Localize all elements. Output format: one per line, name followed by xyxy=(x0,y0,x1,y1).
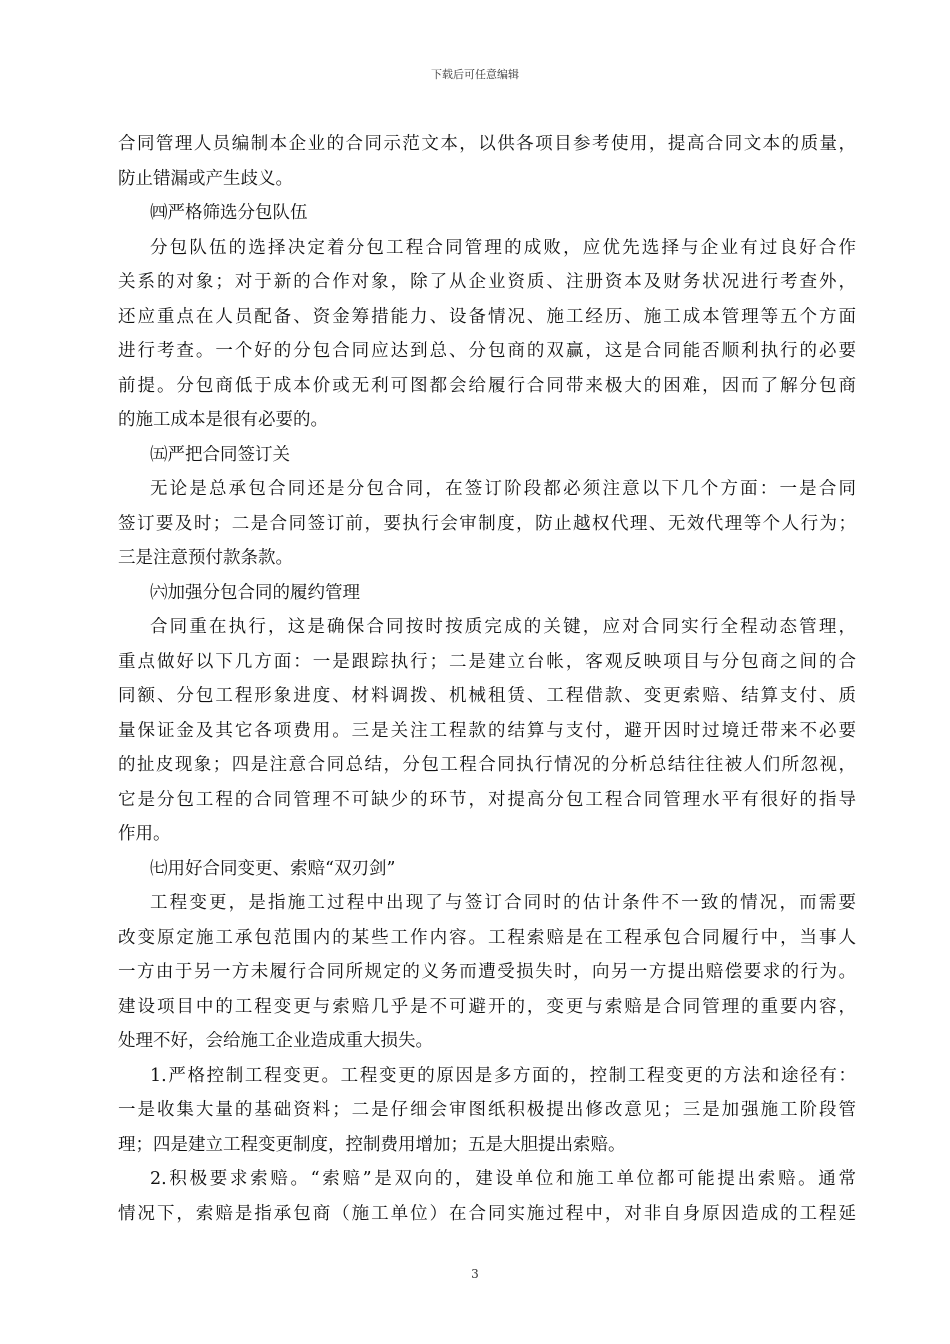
section-heading: ㈦用好合同变更、索赔“双刃剑” xyxy=(150,858,396,879)
text-line: 理；四是建立工程变更制度，控制费用增加；五是大胆提出索赔。 xyxy=(118,1134,626,1155)
text-line: 改变原定施工承包范围内的某些工作内容。工程索赔是在工程承包合同履行中，当事人 xyxy=(118,927,856,948)
text-line: 三是注意预付款条款。 xyxy=(118,548,293,568)
text-line: 还应重点在人员配备、资金筹措能力、设备情况、施工经历、施工成本管理等五个方面 xyxy=(118,306,856,327)
text-line: 的施工成本是很有必要的。 xyxy=(118,410,328,430)
text-line: 它是分包工程的合同管理不可缺少的环节，对提高分包工程合同管理水平有很好的指导 xyxy=(118,789,856,810)
text-line: 量保证金及其它各项费用。三是关注工程款的结算与支付，避开因时过境迁带来不必要 xyxy=(118,720,856,741)
text-line: 一方由于另一方未履行合同所规定的义务而遭受损失时，向另一方提出赔偿要求的行为。 xyxy=(118,962,856,982)
text-line: 防止错漏或产生歧义。 xyxy=(118,168,293,189)
text-line: 建设项目中的工程变更与索赔几乎是不可避开的，变更与索赔是合同管理的重要内容， xyxy=(118,996,856,1017)
section-heading: ㈥加强分包合同的履约管理 xyxy=(150,582,360,603)
text-line: 情况下，索赔是指承包商（施工单位）在合同实施过程中，对非自身原因造成的工程延 xyxy=(118,1203,856,1224)
text-line: 关系的对象；对于新的合作对象，除了从企业资质、注册资本及财务状况进行考查外， xyxy=(118,272,856,292)
text-line: 同额、分包工程形象进度、材料调拨、机械租赁、工程借款、变更索赔、结算支付、质 xyxy=(118,686,856,706)
page-header: 下载后可任意编辑 xyxy=(431,68,519,81)
text-line: 作用。 xyxy=(118,824,171,844)
section-heading: ㈣严格筛选分包队伍 xyxy=(150,203,308,223)
text-line: 2.积极要求索赔。“索赔”是双向的，建设单位和施工单位都可能提出索赔。通常 xyxy=(150,1169,856,1189)
text-line: 签订要及时；二是合同签订前，要执行会审制度，防止越权代理、无效代理等个人行为； xyxy=(118,513,856,534)
text-line: 的扯皮现象；四是注意合同总结，分包工程合同执行情况的分析总结往往被人们所忽视， xyxy=(118,755,856,775)
text-line: 无论是总承包合同还是分包合同，在签订阶段都必须注意以下几个方面：一是合同 xyxy=(150,479,856,499)
section-heading: ㈤严把合同签订关 xyxy=(150,444,290,465)
text-line: 分包队伍的选择决定着分包工程合同管理的成败，应优先选择与企业有过良好合作 xyxy=(150,237,856,258)
document-body xyxy=(118,127,856,1231)
text-line: 一是收集大量的基础资料；二是仔细会审图纸积极提出修改意见；三是加强施工阶段管 xyxy=(118,1100,856,1120)
text-line: 重点做好以下几方面：一是跟踪执行；二是建立台帐，客观反映项目与分包商之间的合 xyxy=(118,651,856,672)
page-number: 3 xyxy=(471,1267,479,1281)
text-line: 处理不好，会给施工企业造成重大损失。 xyxy=(118,1031,433,1051)
text-line: 合同管理人员编制本企业的合同示范文本，以供各项目参考使用，提高合同文本的质量， xyxy=(118,134,856,154)
text-line: 1.严格控制工程变更。工程变更的原因是多方面的，控制工程变更的方法和途径有： xyxy=(150,1065,856,1086)
text-line: 合同重在执行，这是确保合同按时按质完成的关键，应对合同实行全程动态管理， xyxy=(150,617,856,637)
text-line: 进行考查。一个好的分包合同应达到总、分包商的双赢，这是合同能否顺利执行的必要 xyxy=(118,341,856,361)
text-line: 工程变更，是指施工过程中出现了与签订合同时的估计条件不一致的情况，而需要 xyxy=(150,893,856,913)
text-line: 前提。分包商低于成本价或无利可图都会给履行合同带来极大的困难，因而了解分包商 xyxy=(118,375,856,396)
